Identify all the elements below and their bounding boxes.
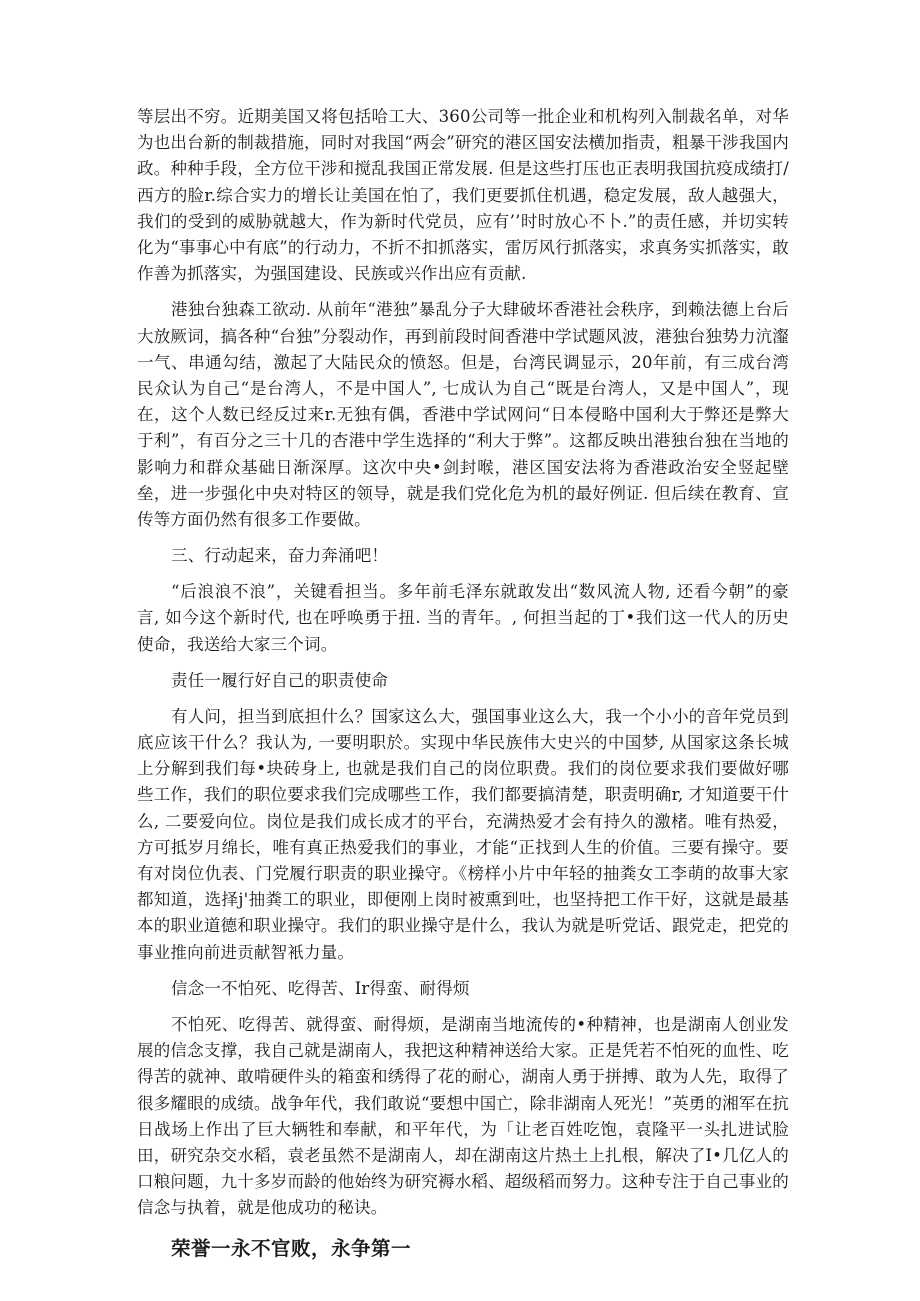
- document-page: [137, 104, 789, 1264]
- paragraph-responsibility: 有人问，担当到底担什么？国家这么大，强国事业这么大，我一个小小的音年党员到底应该干什么？我认为, 一要明职於。实现中华民族伟大史兴的中国梦, 从国家这条长城上分解到我们每•块砖身上, 也就是我们自己的岗位职费。我们的岗位要求我们要做好哪些工作，我们的职位要求我们完成哪些工作，我们都要搞清楚，职责明确r, 才知道要干什么, 二要爱向位。岗位是我们成长成才的平台，充满热爱才会有持久的激楮。唯有热爱，方可抵岁月绵长，唯有真正热爱我们的事业，才能“正找到人生的价值。三要有操守。要有对岗位仇表、门党履行职责的职业操守。《榜样小片中年轻的抽粪女工李萌的故事大家都知道，选择j'抽粪工的职业，即便刚上岗时被熏到吐，也坚持把工作干好，这就是最基本的职业道德和职业操守。我们的职业操守是什么，我认为就是听党话、跟党走，把党的事业推向前进贡献智衹力量。: [137, 706, 789, 962]
- paragraph-take-responsibility: “后浪浪不浪”，关键看担当。多年前毛泽东就敢发出“数风流人物, 还看今朝”的豪言, 如今这个新时代, 也在呼唤勇于扭. 当的青年。, 何担当起的丁•我们这一代人的历史使命，我送给大家三个词。: [137, 582, 789, 654]
- paragraph-us-sanctions: 等层出不穷。近期美国又将包括哈工大、360公司等一批企业和机构列入制裁名单，对华为也出台新的制裁措施，同时对我国“两会”研究的港区国安法横加指责，粗暴干涉我国内政。种种手段，全方位干涉和搅乱我国正常发展. 但是这些打压也正表明我国抗疫成绩打/西方的脸r.综合实力的增长让美国在怕了，我们更要抓住机遇，稳定发展，敌人越强大，我们的受到的威胁就越大，作为新时代党员，应有’’时时放心不卜.”的责任感，并切实转化为“事事心中有底”的行动力，不折不扣抓落实，雷厉风行抓落实，求真务实抓落实，敢作善为抓落实，为强国建设、民族或兴作出应有贡献.: [137, 107, 789, 284]
- paragraph-belief: 不怕死、吃得苦、就得蛮、耐得烦，是湖南当地流传的•种精神，也是湖南人创业发展的信念支撑，我自己就是湖南人，我把这种精神送给大家。正是凭若不怕死的血性、吃得苦的就神、敢啃硬件头的箱蛮和绣得了花的耐心，湖南人勇于拼搏、敢为人先，取得了很多耀眼的成绩。战争年代，我们敢说“要想中国亡，除非湖南人死光！”英勇的湘军在抗日战场上作出了巨大辆牲和奉献，和平年代，为「让老百姓吃饱，袁隆平一头扎进试脸田，研究杂交水稻，袁老虽然不是湖南人，却在湖南这片热土上扎根，解决了I•几亿人的口粮问题，九十多岁而龄的他始终为研究褥水稻、超级稻而努力。这种专注于自己事业的信念与执着，就是他成功的秘诀。: [137, 1014, 789, 1218]
- paragraph-hk-taiwan-independence: 港独台独森工欲动. 从前年“港独”暴乱分子大肆破坏香港社会秩序，到赖法德上台后大放厥词，搞各种“台独”分裂动作，再到前段时间香港中学试题风波，港独台独势力沆瀣一气、串通勾结，激起了大陆民众的愤怒。但是，台湾民调显示，20年前，有三成台湾民众认为自己“是台湾人，不是中国人”, 七成认为自己“既是台湾人，又是中国人”，现在，这个人数已经反过来r.无独有偶，香港中学试网问“日本侵略中国利大于弊还是弊大于利”，有百分之三十几的杏港中学生选择的“利大于弊”。这都反映出港独台独在当地的影响力和群众基础日渐深厚。这次中央•剑封喉，港区国安法将为香港政治安全竖起壁垒，进一步强化中央对特区的领导，就是我们党化危为机的最好例证. 但后续在教育、宣传等方面仍然有很多工作要做。: [137, 300, 789, 530]
- section-heading-three: 三、行动起来，奋力奔涌吧！: [171, 546, 389, 566]
- heading-honor: 荣誉一永不官败，永争第一: [171, 1236, 412, 1260]
- subheading-belief: 信念一不怕死、吃得苦、Ir得蛮、耐得烦: [171, 978, 470, 998]
- subheading-responsibility: 责任一履行好自己的职责使命: [171, 670, 389, 690]
